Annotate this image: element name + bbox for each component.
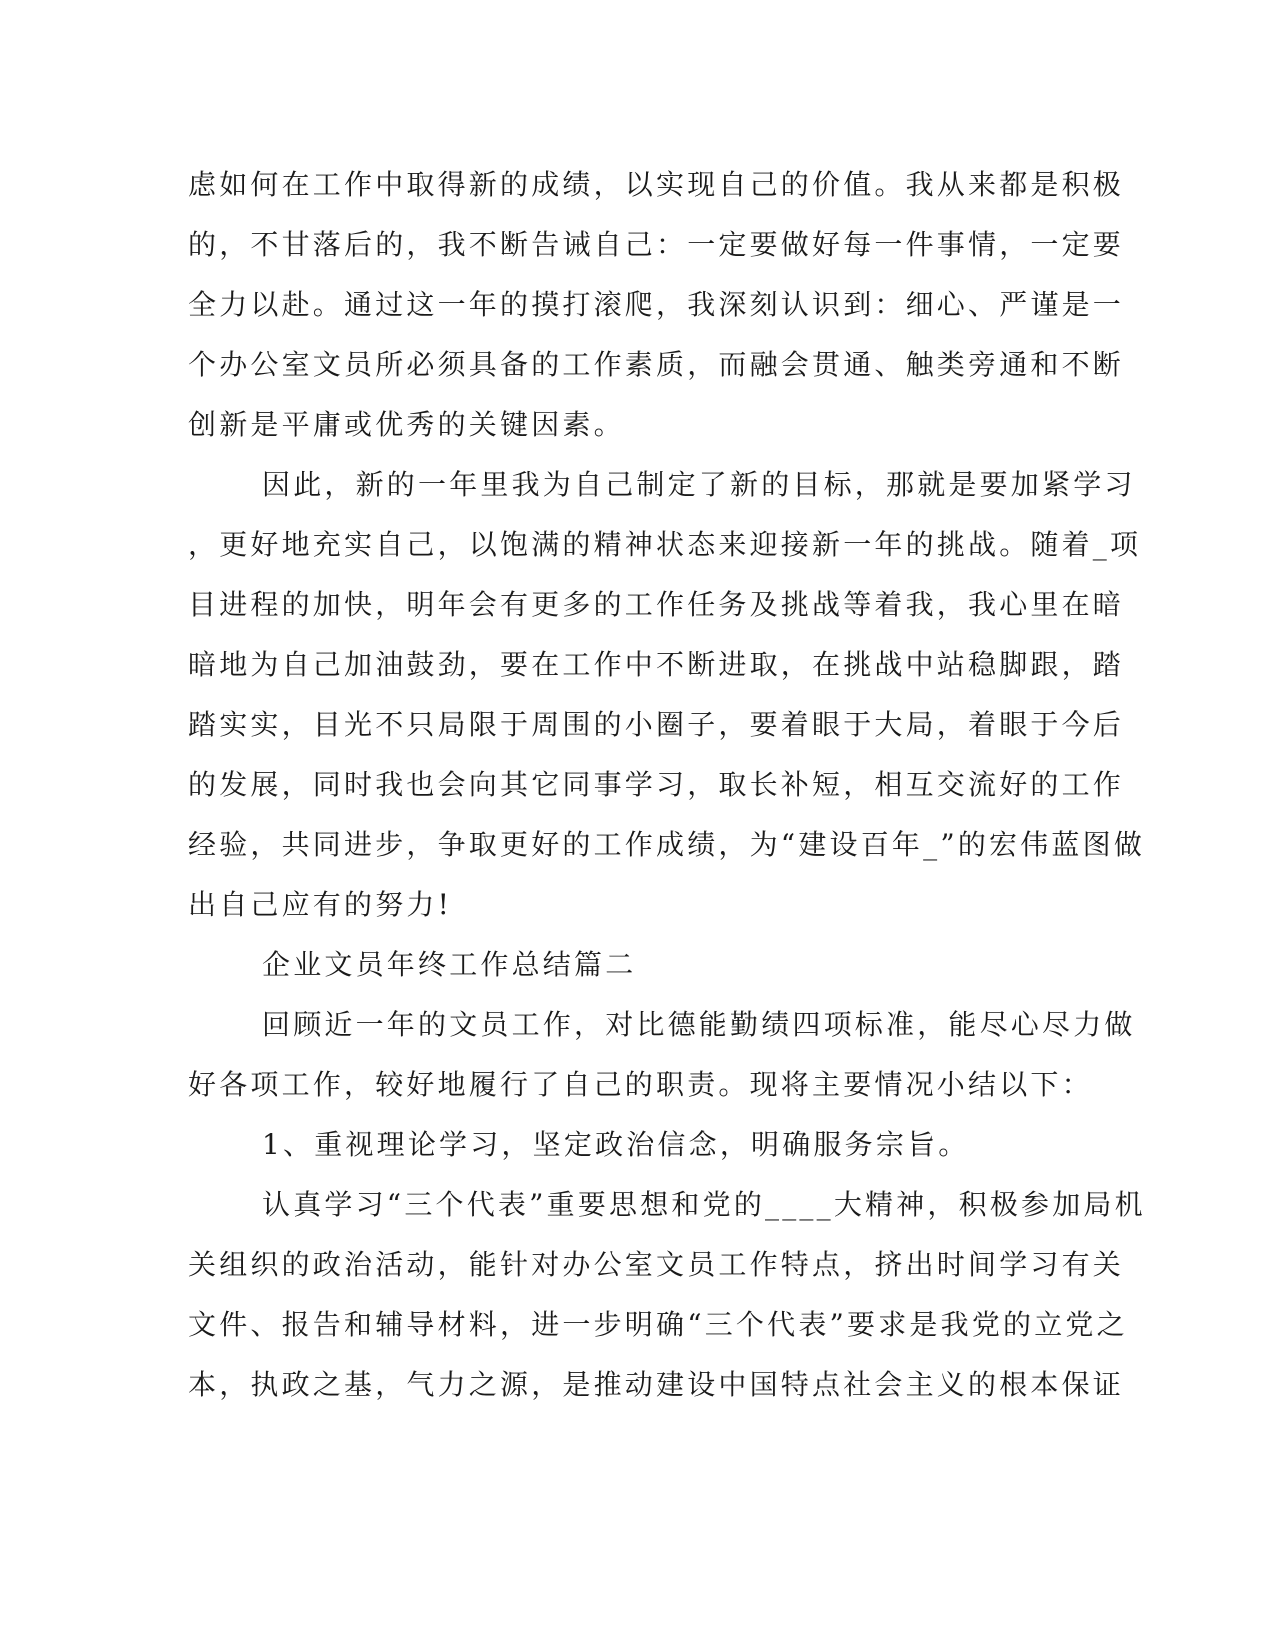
document-body (188, 155, 1146, 1415)
text-line: 出自己应有的努力! (188, 888, 453, 921)
paragraph-start-line: 回顾近一年的文员工作，对比德能勤绩四项标准，能尽心尽力做 (262, 1008, 1136, 1041)
paragraph-start-line: 认真学习“三个代表”重要思想和党的____大精神，积极参加局机 (262, 1188, 1146, 1221)
text-line: 好各项工作，较好地履行了自己的职责。现将主要情况小结以下： (188, 1068, 1093, 1101)
text-line: 虑如何在工作中取得新的成绩，以实现自己的价值。我从来都是积极 (188, 168, 1125, 201)
text-line: 本，执政之基，气力之源，是推动建设中国特点社会主义的根本保证 (188, 1368, 1125, 1401)
text-line: 暗地为自己加油鼓劲，要在工作中不断进取，在挑战中站稳脚跟，踏 (188, 648, 1125, 681)
text-line: 的发展，同时我也会向其它同事学习，取长补短，相互交流好的工作 (188, 768, 1125, 801)
section-heading: 企业文员年终工作总结篇二 (262, 948, 637, 981)
text-line: 个办公室文员所必须具备的工作素质，而融会贯通、触类旁通和不断 (188, 348, 1125, 381)
numbered-point: 1、重视理论学习，坚定政治信念，明确服务宗旨。 (262, 1128, 970, 1161)
text-line: 踏实实，目光不只局限于周围的小圈子，要着眼于大局，着眼于今后 (188, 708, 1125, 741)
text-line: 文件、报告和辅导材料，进一步明确“三个代表”要求是我党的立党之 (188, 1308, 1128, 1341)
text-line: 目进程的加快，明年会有更多的工作任务及挑战等着我，我心里在暗 (188, 588, 1125, 621)
text-line: 创新是平庸或优秀的关键因素。 (188, 408, 625, 441)
text-line: 的，不甘落后的，我不断告诫自己：一定要做好每一件事情，一定要 (188, 228, 1125, 261)
text-line: 经验，共同进步，争取更好的工作成绩，为“建设百年_”的宏伟蓝图做 (188, 828, 1146, 861)
text-line: 关组织的政治活动，能针对办公室文员工作特点，挤出时间学习有关 (188, 1248, 1125, 1281)
paragraph-start-line: 因此，新的一年里我为自己制定了新的目标，那就是要加紧学习 (262, 468, 1136, 501)
text-line: ，更好地充实自己，以饱满的精神状态来迎接新一年的挑战。随着_项 (188, 528, 1142, 561)
text-line: 全力以赴。通过这一年的摸打滚爬，我深刻认识到：细心、严谨是一 (188, 288, 1125, 321)
